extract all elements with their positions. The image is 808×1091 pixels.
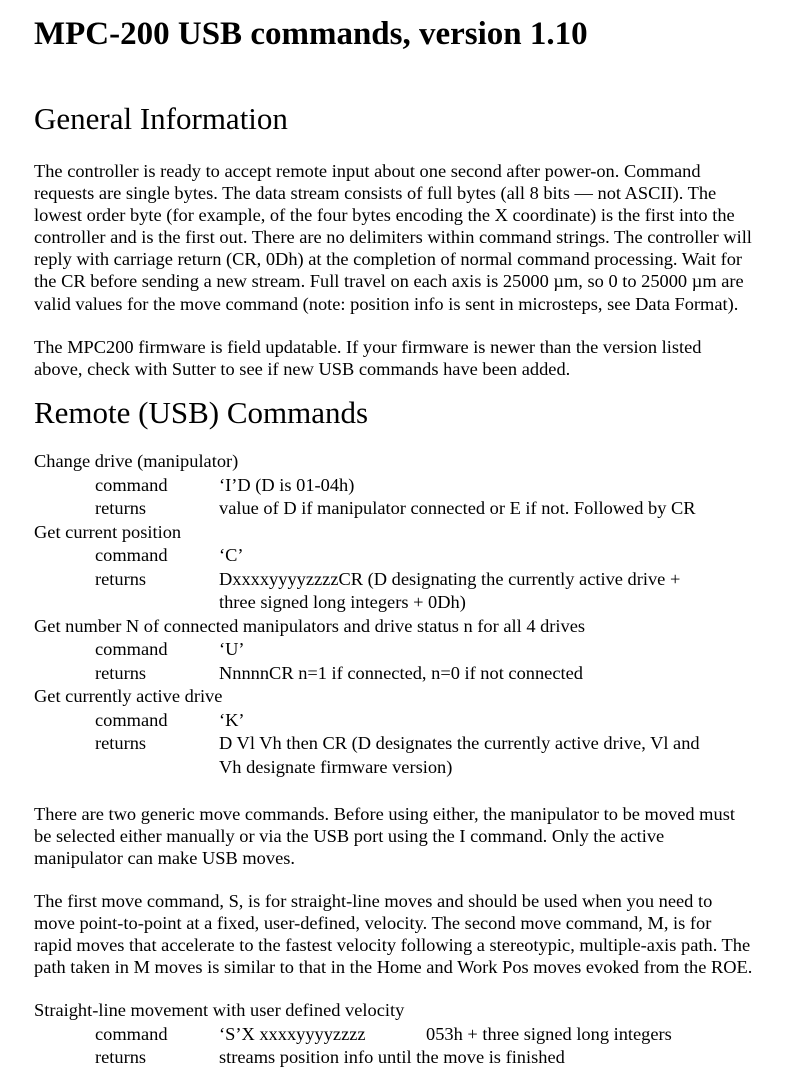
text-line: the CR before sending a new stream. Full travel on each axis is 25000 µm, so 0 to 25000 µm are	[34, 271, 744, 292]
row-label: command	[95, 1023, 168, 1044]
text-line: move point-to-point at a fixed, user-defined, velocity. The second move command, M, is for	[34, 913, 712, 934]
command-row	[34, 497, 784, 521]
command-row	[34, 709, 784, 733]
command-group-title	[34, 450, 784, 474]
text-line: There are two generic move commands. Before using either, the manipulator to be moved must	[34, 804, 735, 824]
text-line: rapid moves that accelerate to the fastest velocity following a stereotypic, multiple-axis path. The	[34, 935, 751, 956]
text-line: The first move command, S, is for straight-line moves and should be used when you need to	[34, 891, 713, 911]
row-label: command	[95, 639, 168, 659]
general-paragraph-1	[34, 160, 752, 315]
row-label: command	[95, 474, 168, 495]
command-row	[34, 732, 784, 756]
text-line: requests are single bytes. The data stream consists of full bytes (all 8 bits — not ASCII). The	[34, 183, 717, 204]
text-line: The controller is ready to accept remote input about one second after power-on. Command	[34, 161, 701, 181]
command-group-title	[34, 999, 784, 1023]
row-label: returns	[95, 733, 147, 753]
row-value: ‘C’	[219, 545, 244, 565]
command-group-title	[34, 615, 784, 639]
document-title: MPC-200 USB commands, version 1.10	[34, 16, 588, 52]
group-title-text: Straight-line movement with user defined velocity	[34, 1000, 405, 1020]
command-row	[34, 544, 784, 568]
text-line: be selected either manually or via the USB port using the I command. Only the active	[34, 826, 665, 847]
command-group-title	[34, 521, 784, 545]
text-line: above, check with Sutter to see if new USB commands have been added.	[34, 359, 571, 380]
move-commands-paragraph	[34, 803, 735, 869]
text-line: path taken in M moves is similar to that in the Home and Work Pos moves evoked from the ROE.	[34, 957, 753, 978]
text-line: lowest order byte (for example, of the four bytes encoding the X coordinate) is the first into the	[34, 205, 735, 226]
command-row	[34, 474, 784, 498]
command-row	[34, 1046, 784, 1070]
text-line: The MPC200 firmware is field updatable. If your firmware is newer than the version listed	[34, 337, 702, 357]
row-label: returns	[95, 1047, 147, 1067]
row-value: ‘S’X xxxxyyyyzzzz	[219, 1023, 366, 1044]
command-list	[34, 450, 784, 779]
row-value: three signed long integers + 0Dh)	[219, 592, 466, 612]
remote-commands-heading: Remote (USB) Commands	[34, 395, 369, 430]
row-value: value of D if manipulator connected or E if not. Followed by CR	[219, 498, 696, 518]
command-group-title	[34, 685, 784, 709]
text-line: valid values for the move command (note: position info is sent in microsteps, see Data Format).	[34, 293, 739, 314]
group-title-text: Change drive (manipulator)	[34, 451, 239, 471]
command-row	[34, 1023, 784, 1047]
row-label: command	[95, 545, 168, 565]
command-row	[34, 662, 784, 686]
row-extra: 053h + three signed long integers	[426, 1023, 672, 1044]
command-row	[34, 638, 784, 662]
row-value: Vh designate firmware version)	[219, 756, 453, 777]
row-label: returns	[95, 498, 147, 518]
row-value: NnnnnCR n=1 if connected, n=0 if not connected	[219, 662, 583, 683]
row-value: D Vl Vh then CR (D designates the currently active drive, Vl and	[219, 733, 700, 753]
move-types-paragraph	[34, 890, 752, 978]
group-title-text: Get currently active drive	[34, 686, 223, 706]
row-value: DxxxxyyyyzzzzCR (D designating the currently active drive +	[219, 568, 681, 589]
row-value: ‘K’	[219, 709, 245, 730]
command-row	[34, 568, 784, 592]
straight-line-command	[34, 999, 784, 1070]
general-information-heading: General Information	[34, 101, 288, 136]
row-label: returns	[95, 568, 147, 589]
row-label: returns	[95, 662, 147, 683]
row-label: command	[95, 709, 168, 730]
text-line: controller and is the first out. There are no delimiters within command strings. The controller will	[34, 227, 752, 248]
text-line: manipulator can make USB moves.	[34, 848, 295, 869]
row-value: ‘U’	[219, 639, 245, 659]
command-row	[34, 591, 784, 615]
text-line: reply with carriage return (CR, 0Dh) at the completion of normal command processing. Wait for	[34, 249, 743, 270]
row-value: streams position info until the move is finished	[219, 1047, 565, 1067]
group-title-text: Get current position	[34, 521, 182, 542]
general-paragraph-2	[34, 336, 702, 380]
group-title-text: Get number N of connected manipulators and drive status n for all 4 drives	[34, 615, 586, 636]
row-value: ‘I’D (D is 01-04h)	[219, 474, 355, 495]
command-row	[34, 756, 784, 780]
